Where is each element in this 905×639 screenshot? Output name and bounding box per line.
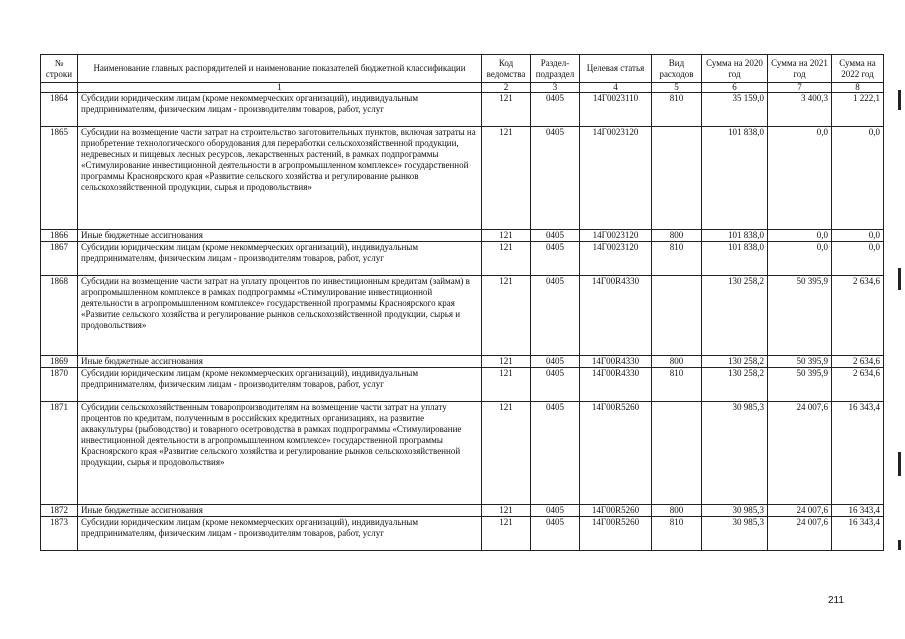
row-target-code: 14Г00R5260 — [580, 402, 652, 505]
row-sum-2022: 0,0 — [832, 127, 884, 230]
row-sum-2020: 30 985,3 — [702, 517, 768, 551]
row-expense-type: 800 — [652, 356, 702, 368]
header-sum-2021: Сумма на 2021 год — [768, 55, 832, 83]
row-number: 1867 — [41, 242, 78, 276]
row-sum-2022: 0,0 — [832, 230, 884, 242]
row-target-code: 14Г0023120 — [580, 230, 652, 242]
row-dept-code: 121 — [482, 242, 531, 276]
header-exp-type: Вид расходов — [652, 55, 702, 83]
header-index: 8 — [832, 83, 884, 93]
row-expense-type — [652, 276, 702, 356]
row-sum-2020: 130 258,2 — [702, 276, 768, 356]
header-index: 3 — [531, 83, 580, 93]
row-sum-2020: 101 838,0 — [702, 242, 768, 276]
table-row — [41, 93, 884, 127]
row-expense-type: 810 — [652, 242, 702, 276]
row-number: 1869 — [41, 356, 78, 368]
row-section-code: 0405 — [531, 276, 580, 356]
page-number: 211 — [828, 595, 844, 606]
row-sum-2021: 0,0 — [768, 230, 832, 242]
row-sum-2020: 35 159,0 — [702, 93, 768, 127]
row-sum-2022: 16 343,4 — [832, 505, 884, 517]
row-dept-code: 121 — [482, 127, 531, 230]
row-section-code: 0405 — [531, 402, 580, 505]
row-expense-type: 800 — [652, 230, 702, 242]
table-row — [41, 356, 884, 368]
row-target-code: 14Г00R4330 — [580, 276, 652, 356]
row-sum-2022: 16 343,4 — [832, 402, 884, 505]
header-target: Целевая статья — [580, 55, 652, 83]
row-sum-2020: 30 985,3 — [702, 505, 768, 517]
row-target-code: 14Г00R5260 — [580, 517, 652, 551]
row-name: Субсидии юридическим лицам (кроме некоммерческих организаций), индивидуальным предпринимателям, физическим лицам - производителям товаров, работ, услуг — [78, 517, 482, 551]
row-name: Субсидии юридическим лицам (кроме некоммерческих организаций), индивидуальным предпринимателям, физическим лицам - производителям товаров, работ, услуг — [78, 93, 482, 127]
row-dept-code: 121 — [482, 402, 531, 505]
row-section-code: 0405 — [531, 356, 580, 368]
scan-edge-mark — [898, 452, 901, 476]
row-target-code: 14Г00R4330 — [580, 356, 652, 368]
table-row — [41, 368, 884, 402]
row-sum-2021: 50 395,9 — [768, 368, 832, 402]
row-section-code: 0405 — [531, 517, 580, 551]
row-sum-2020: 101 838,0 — [702, 127, 768, 230]
row-sum-2021: 50 395,9 — [768, 356, 832, 368]
row-name: Субсидии на возмещение части затрат на уплату процентов по инвестиционным кредитам (займам) в агропромышленном комплексе в рамках подпрограммы «Стимулирование инвестиционной деятельности в агропромышленном комплексе» государственной программы Красноярского края «Развитие сельского хозяйства и регулирование рынков сельскохозяйственной продукции, сырья и продовольствия» — [78, 276, 482, 356]
row-sum-2020: 130 258,2 — [702, 368, 768, 402]
row-sum-2021: 24 007,6 — [768, 402, 832, 505]
row-name: Иные бюджетные ассигнования — [78, 356, 482, 368]
header-num: № строки — [41, 55, 78, 83]
header-sum-2022: Сумма на 2022 год — [832, 55, 884, 83]
header-index: 4 — [580, 83, 652, 93]
row-dept-code: 121 — [482, 505, 531, 517]
row-name: Субсидии юридическим лицам (кроме некоммерческих организаций), индивидуальным предпринимателям, физическим лицам - производителям товаров, работ, услуг — [78, 368, 482, 402]
scan-edge-mark — [898, 540, 901, 550]
row-expense-type: 800 — [652, 505, 702, 517]
header-index: 7 — [768, 83, 832, 93]
table-row — [41, 127, 884, 230]
row-sum-2020: 101 838,0 — [702, 230, 768, 242]
header-index: 2 — [482, 83, 531, 93]
row-name: Субсидии на возмещение части затрат на строительство заготовительных пунктов, включая затраты на приобретение технологического оборудования для переработки сельскохозяйственной продукции, недревесных и пищевых лесных ресурсов, лекарственных растений, в рамках подпрограммы «Стимулирование инвестиционной деятельности в агропромышленном комплексе» государственной программы Красноярского края «Развитие сельского хозяйства и регулирование рынков сельскохозяйственной продукции, сырья и продовольствия» — [78, 127, 482, 230]
row-dept-code: 121 — [482, 517, 531, 551]
table-row — [41, 505, 884, 517]
row-expense-type: 810 — [652, 93, 702, 127]
row-expense-type — [652, 402, 702, 505]
scan-edge-mark — [898, 90, 901, 110]
row-section-code: 0405 — [531, 127, 580, 230]
table-row — [41, 276, 884, 356]
row-number: 1872 — [41, 505, 78, 517]
row-name: Субсидии юридическим лицам (кроме некоммерческих организаций), индивидуальным предпринимателям, физическим лицам - производителям товаров, работ, услуг — [78, 242, 482, 276]
row-number: 1868 — [41, 276, 78, 356]
row-target-code: 14Г0023120 — [580, 127, 652, 230]
row-target-code: 14Г0023110 — [580, 93, 652, 127]
row-sum-2020: 30 985,3 — [702, 402, 768, 505]
row-sum-2021: 24 007,6 — [768, 517, 832, 551]
table-body — [41, 93, 884, 551]
row-number: 1871 — [41, 402, 78, 505]
row-section-code: 0405 — [531, 505, 580, 517]
row-expense-type: 810 — [652, 517, 702, 551]
row-sum-2022: 0,0 — [832, 242, 884, 276]
row-dept-code: 121 — [482, 368, 531, 402]
row-sum-2022: 1 222,1 — [832, 93, 884, 127]
table-header — [41, 55, 884, 93]
row-number: 1870 — [41, 368, 78, 402]
row-dept-code: 121 — [482, 276, 531, 356]
row-sum-2022: 2 634,6 — [832, 368, 884, 402]
row-sum-2021: 0,0 — [768, 242, 832, 276]
header-index: 5 — [652, 83, 702, 93]
budget-table — [40, 54, 884, 551]
row-target-code: 14Г00R5260 — [580, 505, 652, 517]
row-section-code: 0405 — [531, 368, 580, 402]
row-section-code: 0405 — [531, 242, 580, 276]
header-dept: Код ведомства — [482, 55, 531, 83]
row-sum-2021: 24 007,6 — [768, 505, 832, 517]
table-row — [41, 230, 884, 242]
table-row — [41, 402, 884, 505]
table-row — [41, 517, 884, 551]
row-sum-2022: 2 634,6 — [832, 356, 884, 368]
row-name: Субсидии сельскохозяйственным товаропроизводителям на возмещение части затрат на уплату процентов по кредитам, полученным в российских кредитных организациях, на развитие аквакультуры (рыбоводство) и товарного осетроводства в рамках подпрограммы «Стимулирование инвестиционной деятельности в агропромышленном комплексе» государственной программы Красноярского края «Развитие сельского хозяйства и регулирование рынков сельскохозяйственной продукции, сырья и продовольствия» — [78, 402, 482, 505]
header-name: Наименование главных распорядителей и наименование показателей бюджетной классификации — [78, 55, 482, 83]
table-row — [41, 242, 884, 276]
row-sum-2022: 16 343,4 — [832, 517, 884, 551]
row-dept-code: 121 — [482, 93, 531, 127]
row-name: Иные бюджетные ассигнования — [78, 505, 482, 517]
row-dept-code: 121 — [482, 230, 531, 242]
row-sum-2020: 130 258,2 — [702, 356, 768, 368]
header-section: Раздел-подраздел — [531, 55, 580, 83]
row-target-code: 14Г0023120 — [580, 242, 652, 276]
row-expense-type — [652, 127, 702, 230]
row-sum-2021: 3 400,3 — [768, 93, 832, 127]
row-dept-code: 121 — [482, 356, 531, 368]
row-sum-2021: 0,0 — [768, 127, 832, 230]
header-sum-2020: Сумма на 2020 год — [702, 55, 768, 83]
row-section-code: 0405 — [531, 230, 580, 242]
row-sum-2021: 50 395,9 — [768, 276, 832, 356]
row-expense-type: 810 — [652, 368, 702, 402]
row-number: 1873 — [41, 517, 78, 551]
row-number: 1864 — [41, 93, 78, 127]
row-sum-2022: 2 634,6 — [832, 276, 884, 356]
row-target-code: 14Г00R4330 — [580, 368, 652, 402]
header-index-row — [41, 83, 884, 93]
row-number: 1866 — [41, 230, 78, 242]
scan-edge-mark — [898, 268, 901, 290]
row-name: Иные бюджетные ассигнования — [78, 230, 482, 242]
row-section-code: 0405 — [531, 93, 580, 127]
header-index: 1 — [78, 83, 482, 93]
row-number: 1865 — [41, 127, 78, 230]
header-index — [41, 83, 78, 93]
header-index: 6 — [702, 83, 768, 93]
